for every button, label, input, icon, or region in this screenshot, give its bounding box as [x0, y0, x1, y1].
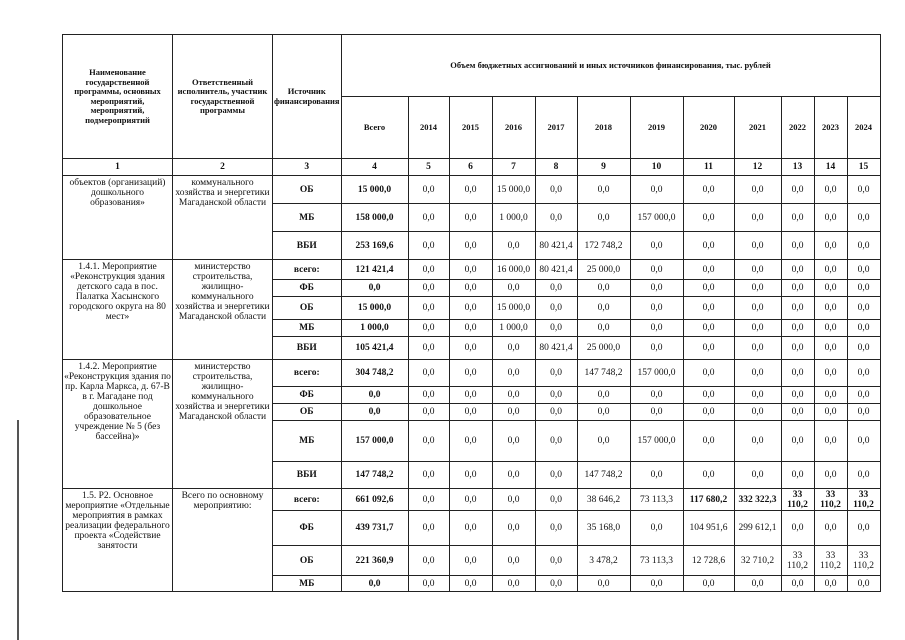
value-cell: 0,0: [492, 462, 535, 489]
value-cell: 0,0: [408, 337, 449, 360]
value-cell: 0,0: [683, 421, 734, 462]
value-cell: 0,0: [683, 280, 734, 297]
total-cell: 157 000,0: [341, 421, 408, 462]
source-cell: ВБИ: [273, 337, 342, 360]
value-cell: 0,0: [683, 204, 734, 232]
program-name: 1.4.2. Мероприятие «Реконструкция здания по пр. Карла Маркса, д. 67-В в г. Магадане под дошкольное образовательное учреждение № 5 (без бассейна)»: [63, 360, 173, 489]
value-cell: 0,0: [683, 462, 734, 489]
header-name: Наименование государственной программы, основных мероприятий, мероприятий, подмероприятий: [63, 35, 173, 159]
value-cell: 147 748,2: [577, 462, 630, 489]
value-cell: 332 322,3: [734, 489, 781, 511]
value-cell: 32 710,2: [734, 546, 781, 576]
index-cell: 3: [273, 159, 342, 176]
value-cell: 0,0: [847, 337, 880, 360]
value-cell: 0,0: [492, 280, 535, 297]
value-cell: 0,0: [492, 337, 535, 360]
value-cell: 0,0: [449, 204, 492, 232]
value-cell: 0,0: [577, 280, 630, 297]
total-cell: 661 092,6: [341, 489, 408, 511]
value-cell: 0,0: [781, 404, 814, 421]
value-cell: 0,0: [683, 176, 734, 204]
index-cell: 4: [341, 159, 408, 176]
value-cell: 0,0: [814, 232, 847, 260]
value-cell: 0,0: [814, 260, 847, 280]
value-cell: 0,0: [847, 360, 880, 387]
header-year: 2019: [630, 97, 683, 159]
value-cell: 0,0: [577, 204, 630, 232]
total-cell: 253 169,6: [341, 232, 408, 260]
executor-name: министерство строительства, жилищно-коммунального хозяйства и энергетики Магаданской области: [173, 260, 273, 360]
value-cell: 0,0: [781, 176, 814, 204]
value-cell: 104 951,6: [683, 511, 734, 546]
value-cell: 0,0: [683, 320, 734, 337]
value-cell: 0,0: [408, 511, 449, 546]
value-cell: 0,0: [630, 576, 683, 592]
value-cell: 0,0: [734, 360, 781, 387]
source-cell: ФБ: [273, 511, 342, 546]
value-cell: 80 421,4: [535, 260, 577, 280]
program-name: объектов (организаций) дошкольного образования»: [63, 176, 173, 260]
value-cell: 0,0: [408, 546, 449, 576]
value-cell: 0,0: [535, 360, 577, 387]
value-cell: 0,0: [408, 260, 449, 280]
value-cell: 0,0: [814, 576, 847, 592]
value-cell: 0,0: [535, 176, 577, 204]
value-cell: 0,0: [535, 404, 577, 421]
value-cell: 157 000,0: [630, 360, 683, 387]
value-cell: 0,0: [492, 421, 535, 462]
executor-name: министерство строительства, жилищно-коммунального хозяйства и энергетики Магаданской области: [173, 360, 273, 489]
value-cell: 0,0: [814, 280, 847, 297]
value-cell: 0,0: [781, 280, 814, 297]
value-cell: 0,0: [847, 280, 880, 297]
value-cell: 0,0: [781, 232, 814, 260]
total-cell: 121 421,4: [341, 260, 408, 280]
index-cell: 12: [734, 159, 781, 176]
index-row: [63, 159, 881, 176]
value-cell: 0,0: [814, 421, 847, 462]
header-year: 2015: [449, 97, 492, 159]
value-cell: 0,0: [734, 176, 781, 204]
total-cell: 304 748,2: [341, 360, 408, 387]
value-cell: 3 478,2: [577, 546, 630, 576]
index-cell: 15: [847, 159, 880, 176]
source-cell: ВБИ: [273, 462, 342, 489]
value-cell: 0,0: [408, 204, 449, 232]
source-cell: ВБИ: [273, 232, 342, 260]
value-cell: 117 680,2: [683, 489, 734, 511]
value-cell: 0,0: [408, 297, 449, 320]
value-cell: 0,0: [630, 404, 683, 421]
value-cell: 0,0: [683, 360, 734, 387]
value-cell: 0,0: [449, 387, 492, 404]
value-cell: 0,0: [781, 260, 814, 280]
value-cell: 0,0: [535, 546, 577, 576]
index-cell: 5: [408, 159, 449, 176]
value-cell: 0,0: [814, 387, 847, 404]
value-cell: 0,0: [683, 297, 734, 320]
value-cell: 25 000,0: [577, 260, 630, 280]
index-cell: 7: [492, 159, 535, 176]
value-cell: 0,0: [449, 297, 492, 320]
value-cell: 0,0: [535, 489, 577, 511]
header-year: 2020: [683, 97, 734, 159]
value-cell: 0,0: [449, 360, 492, 387]
value-cell: 0,0: [408, 232, 449, 260]
value-cell: 0,0: [814, 511, 847, 546]
source-cell: ОБ: [273, 176, 342, 204]
value-cell: 0,0: [577, 176, 630, 204]
value-cell: 0,0: [535, 204, 577, 232]
index-cell: 11: [683, 159, 734, 176]
value-cell: 0,0: [577, 404, 630, 421]
total-cell: 1 000,0: [341, 320, 408, 337]
source-cell: всего:: [273, 489, 342, 511]
value-cell: 0,0: [492, 489, 535, 511]
value-cell: 0,0: [492, 546, 535, 576]
index-cell: 1: [63, 159, 173, 176]
value-cell: 0,0: [781, 576, 814, 592]
header-year: 2016: [492, 97, 535, 159]
value-cell: 299 612,1: [734, 511, 781, 546]
value-cell: 0,0: [847, 404, 880, 421]
index-cell: 6: [449, 159, 492, 176]
value-cell: 0,0: [781, 387, 814, 404]
scan-edge-line: [17, 420, 19, 640]
header-year: 2024: [847, 97, 880, 159]
index-cell: 14: [814, 159, 847, 176]
program-name: 1.5. Р2. Основное мероприятие «Отдельные мероприятия в рамках реализации федерального проекта «Содействие занятости: [63, 489, 173, 592]
value-cell: 0,0: [449, 337, 492, 360]
value-cell: 0,0: [535, 297, 577, 320]
value-cell: 0,0: [814, 320, 847, 337]
executor-name: коммунального хозяйства и энергетики Магаданской области: [173, 176, 273, 260]
value-cell: 0,0: [449, 489, 492, 511]
table-row: [63, 260, 881, 280]
value-cell: 0,0: [577, 576, 630, 592]
value-cell: 1 000,0: [492, 204, 535, 232]
value-cell: 0,0: [630, 297, 683, 320]
value-cell: 0,0: [847, 320, 880, 337]
value-cell: 0,0: [814, 176, 847, 204]
total-cell: 0,0: [341, 387, 408, 404]
total-cell: 105 421,4: [341, 337, 408, 360]
value-cell: 15 000,0: [492, 176, 535, 204]
source-cell: всего:: [273, 260, 342, 280]
index-cell: 8: [535, 159, 577, 176]
value-cell: 0,0: [492, 360, 535, 387]
value-cell: 0,0: [577, 320, 630, 337]
value-cell: 0,0: [577, 297, 630, 320]
value-cell: 16 000,0: [492, 260, 535, 280]
value-cell: 0,0: [847, 576, 880, 592]
header-year: 2014: [408, 97, 449, 159]
source-cell: ОБ: [273, 404, 342, 421]
value-cell: 0,0: [683, 260, 734, 280]
source-cell: ФБ: [273, 280, 342, 297]
value-cell: 0,0: [449, 260, 492, 280]
total-cell: 15 000,0: [341, 297, 408, 320]
value-cell: 12 728,6: [683, 546, 734, 576]
table-row: [63, 360, 881, 387]
value-cell: 0,0: [449, 320, 492, 337]
value-cell: 0,0: [630, 337, 683, 360]
value-cell: 0,0: [408, 576, 449, 592]
source-cell: МБ: [273, 204, 342, 232]
value-cell: 0,0: [630, 387, 683, 404]
value-cell: 0,0: [408, 280, 449, 297]
value-cell: 0,0: [683, 576, 734, 592]
value-cell: 33 110,2: [847, 546, 880, 576]
value-cell: 1 000,0: [492, 320, 535, 337]
value-cell: 0,0: [408, 360, 449, 387]
value-cell: 33 110,2: [814, 546, 847, 576]
value-cell: 0,0: [408, 489, 449, 511]
value-cell: 0,0: [408, 320, 449, 337]
index-cell: 2: [173, 159, 273, 176]
value-cell: 0,0: [535, 387, 577, 404]
source-cell: ОБ: [273, 546, 342, 576]
value-cell: 33 110,2: [814, 489, 847, 511]
value-cell: 33 110,2: [781, 546, 814, 576]
value-cell: 0,0: [408, 404, 449, 421]
value-cell: 0,0: [734, 280, 781, 297]
value-cell: 157 000,0: [630, 204, 683, 232]
value-cell: 0,0: [449, 546, 492, 576]
value-cell: 0,0: [408, 387, 449, 404]
value-cell: 0,0: [734, 232, 781, 260]
value-cell: 0,0: [781, 204, 814, 232]
header-year: 2021: [734, 97, 781, 159]
value-cell: 0,0: [814, 360, 847, 387]
value-cell: 0,0: [630, 232, 683, 260]
value-cell: 0,0: [847, 204, 880, 232]
table-row: [63, 176, 881, 204]
value-cell: 0,0: [492, 404, 535, 421]
value-cell: 33 110,2: [847, 489, 880, 511]
value-cell: 80 421,4: [535, 337, 577, 360]
value-cell: 0,0: [408, 462, 449, 489]
value-cell: 0,0: [449, 421, 492, 462]
index-cell: 9: [577, 159, 630, 176]
value-cell: 0,0: [734, 462, 781, 489]
value-cell: 157 000,0: [630, 421, 683, 462]
value-cell: 0,0: [814, 297, 847, 320]
value-cell: 172 748,2: [577, 232, 630, 260]
source-cell: МБ: [273, 421, 342, 462]
total-cell: 0,0: [341, 404, 408, 421]
value-cell: 0,0: [492, 576, 535, 592]
total-cell: 158 000,0: [341, 204, 408, 232]
value-cell: 0,0: [535, 280, 577, 297]
value-cell: 0,0: [630, 280, 683, 297]
value-cell: 0,0: [408, 176, 449, 204]
value-cell: 0,0: [630, 320, 683, 337]
value-cell: 0,0: [630, 260, 683, 280]
value-cell: 0,0: [781, 462, 814, 489]
value-cell: 0,0: [535, 462, 577, 489]
source-cell: всего:: [273, 360, 342, 387]
value-cell: 0,0: [734, 260, 781, 280]
value-cell: 0,0: [683, 337, 734, 360]
value-cell: 0,0: [630, 462, 683, 489]
value-cell: 0,0: [781, 421, 814, 462]
total-cell: 15 000,0: [341, 176, 408, 204]
value-cell: 0,0: [781, 297, 814, 320]
total-cell: 0,0: [341, 280, 408, 297]
value-cell: 0,0: [781, 337, 814, 360]
budget-table: [62, 34, 881, 592]
value-cell: 0,0: [781, 511, 814, 546]
value-cell: 33 110,2: [781, 489, 814, 511]
total-cell: 0,0: [341, 576, 408, 592]
value-cell: 0,0: [535, 421, 577, 462]
value-cell: 15 000,0: [492, 297, 535, 320]
index-cell: 10: [630, 159, 683, 176]
value-cell: 73 113,3: [630, 546, 683, 576]
value-cell: 0,0: [408, 421, 449, 462]
header-executor: Ответственный исполнитель, участник государственной программы: [173, 35, 273, 159]
value-cell: 0,0: [683, 387, 734, 404]
value-cell: 0,0: [449, 232, 492, 260]
total-cell: 147 748,2: [341, 462, 408, 489]
header-year: 2017: [535, 97, 577, 159]
value-cell: 0,0: [814, 204, 847, 232]
value-cell: 0,0: [847, 462, 880, 489]
value-cell: 0,0: [734, 204, 781, 232]
value-cell: 0,0: [847, 176, 880, 204]
value-cell: 0,0: [577, 421, 630, 462]
value-cell: 0,0: [734, 387, 781, 404]
index-cell: 13: [781, 159, 814, 176]
value-cell: 0,0: [814, 337, 847, 360]
value-cell: 0,0: [449, 511, 492, 546]
value-cell: 0,0: [535, 511, 577, 546]
value-cell: 0,0: [535, 320, 577, 337]
source-cell: МБ: [273, 320, 342, 337]
total-cell: 221 360,9: [341, 546, 408, 576]
value-cell: 35 168,0: [577, 511, 630, 546]
value-cell: 0,0: [847, 297, 880, 320]
value-cell: 0,0: [781, 320, 814, 337]
value-cell: 0,0: [449, 576, 492, 592]
value-cell: 0,0: [535, 576, 577, 592]
value-cell: 0,0: [734, 320, 781, 337]
value-cell: 80 421,4: [535, 232, 577, 260]
value-cell: 0,0: [847, 232, 880, 260]
value-cell: 0,0: [577, 387, 630, 404]
value-cell: 0,0: [492, 232, 535, 260]
value-cell: 0,0: [630, 176, 683, 204]
header-year: 2023: [814, 97, 847, 159]
header-year: 2022: [781, 97, 814, 159]
source-cell: ФБ: [273, 387, 342, 404]
value-cell: 0,0: [492, 511, 535, 546]
table-row: [63, 489, 881, 511]
value-cell: 0,0: [781, 360, 814, 387]
value-cell: 0,0: [734, 576, 781, 592]
program-name: 1.4.1. Мероприятие «Реконструкция здания детского сада в пос. Палатка Хасынского городского округа на 80 мест»: [63, 260, 173, 360]
value-cell: 0,0: [683, 232, 734, 260]
value-cell: 73 113,3: [630, 489, 683, 511]
value-cell: 0,0: [449, 462, 492, 489]
value-cell: 38 646,2: [577, 489, 630, 511]
value-cell: 0,0: [492, 387, 535, 404]
source-cell: МБ: [273, 576, 342, 592]
value-cell: 0,0: [630, 511, 683, 546]
source-cell: ОБ: [273, 297, 342, 320]
value-cell: 25 000,0: [577, 337, 630, 360]
value-cell: 0,0: [734, 404, 781, 421]
header-total: Всего: [341, 97, 408, 159]
executor-name: Всего по основному мероприятию:: [173, 489, 273, 592]
value-cell: 0,0: [449, 404, 492, 421]
header-volume: Объем бюджетных ассигнований и иных источников финансирования, тыс. рублей: [341, 35, 880, 97]
total-cell: 439 731,7: [341, 511, 408, 546]
value-cell: 0,0: [449, 280, 492, 297]
header-year: 2018: [577, 97, 630, 159]
value-cell: 0,0: [734, 421, 781, 462]
value-cell: 0,0: [734, 297, 781, 320]
value-cell: 0,0: [449, 176, 492, 204]
value-cell: 0,0: [814, 462, 847, 489]
value-cell: 0,0: [683, 404, 734, 421]
value-cell: 0,0: [847, 421, 880, 462]
value-cell: 0,0: [734, 337, 781, 360]
value-cell: 0,0: [847, 511, 880, 546]
value-cell: 0,0: [847, 387, 880, 404]
value-cell: 147 748,2: [577, 360, 630, 387]
value-cell: 0,0: [814, 404, 847, 421]
value-cell: 0,0: [847, 260, 880, 280]
header-source: Источник финансирования: [273, 35, 342, 159]
